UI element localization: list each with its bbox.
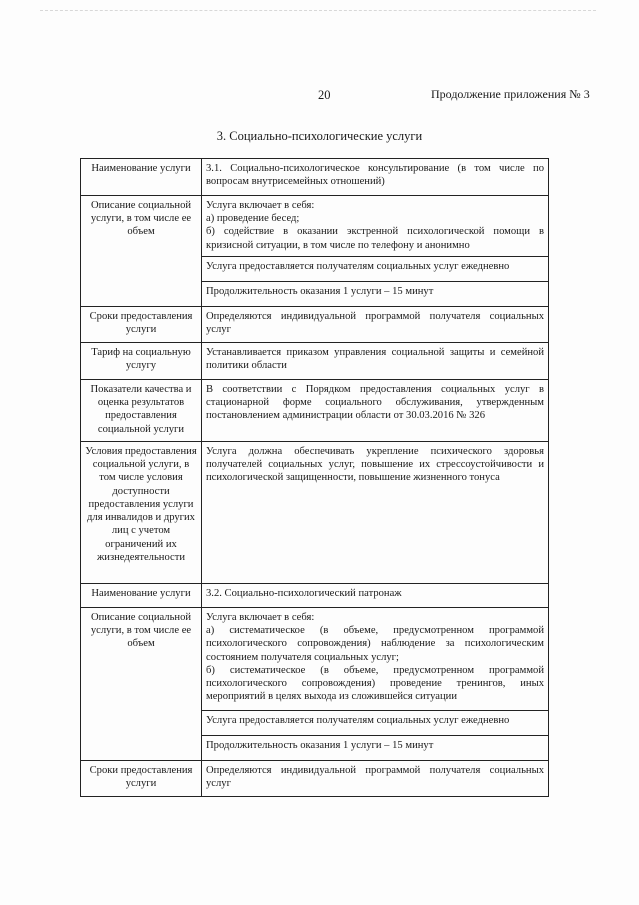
description-intro: Услуга включает в себя: [206,200,315,211]
top-edge-line [40,10,596,11]
table-row [81,159,549,196]
service-2-name: 3.2. Социально-психологический патронаж [202,584,549,608]
description-item: а) систематическое (в объеме, предусмотренном программой психологического сопровождения) наблюдение за психологическим состоянием получателя социальных услуг; [206,625,544,663]
row-label-tariff: Тариф на социальную услугу [81,343,202,380]
service-2-terms: Определяются индивидуальной программой получателя социальных услуг [202,761,549,797]
table-row [81,307,549,343]
row-label-description: Описание социальной услуги, в том числе ее объем [81,608,202,761]
section-title: 3. Социально-психологические услуги [216,129,423,143]
service-1-recipients: Услуга предоставляется получателям социальных услуг ежедневно [202,257,549,282]
service-1-conditions: Услуга должна обеспечивать укрепление психического здоровья получателей социальных услуг, повышение их стрессоустойчивости и психологической защищенности, повышение жизненного тонуса [202,442,549,584]
description-item: б) содействие в оказании экстренной психологической помощи в кризисной ситуации, в том числе по телефону и анонимно [206,226,544,251]
service-2-description [202,608,549,711]
table-row [81,380,549,442]
table-row [81,442,549,584]
row-label-name: Наименование услуги [81,159,202,196]
description-intro: Услуга включает в себя: [206,612,315,623]
row-label-description: Описание социальной услуги, в том числе ее объем [81,196,202,307]
table-row [81,196,549,257]
service-1-duration: Продолжительность оказания 1 услуги – 15 минут [202,282,549,307]
row-label-conditions: Условия предоставления социальной услуги, в том числе условия доступности предоставления услуги для инвалидов и других лиц с учетом ограничений их жизнедеятельности [81,442,202,584]
appendix-continuation-note: Продолжение приложения № 3 [431,87,590,101]
page-number: 20 [318,88,331,102]
table-row [81,608,549,711]
table-row [81,584,549,608]
description-item: а) проведение бесед; [206,213,300,225]
description-item: б) систематическое (в объеме, предусмотренном программой психологического сопровождения) проведение тренингов, иных мероприятий в целях выхода из сложившейся ситуации [206,664,544,703]
service-2-duration: Продолжительность оказания 1 услуги – 15 минут [202,736,549,761]
services-table [80,158,549,797]
service-2-recipients: Услуга предоставляется получателям социальных услуг ежедневно [202,711,549,736]
service-1-terms: Определяются индивидуальной программой получателя социальных услуг [202,307,549,343]
table-row [81,343,549,380]
row-label-terms: Сроки предоставления услуги [81,761,202,797]
service-1-quality: В соответствии с Порядком предоставления социальных услуг в стационарной форме социального обслуживания, утвержденным постановлением администрации области от 30.03.2016 № 326 [202,380,549,442]
table-row [81,761,549,797]
row-label-terms: Сроки предоставления услуги [81,307,202,343]
service-1-description [202,196,549,257]
service-1-tariff: Устанавливается приказом управления социальной защиты и семейной политики области [202,343,549,380]
service-1-name: 3.1. Социально-психологическое консультирование (в том числе по вопросам внутрисемейных отношений) [202,159,549,196]
row-label-quality: Показатели качества и оценка результатов предоставления социальной услуги [81,380,202,442]
row-label-name: Наименование услуги [81,584,202,608]
